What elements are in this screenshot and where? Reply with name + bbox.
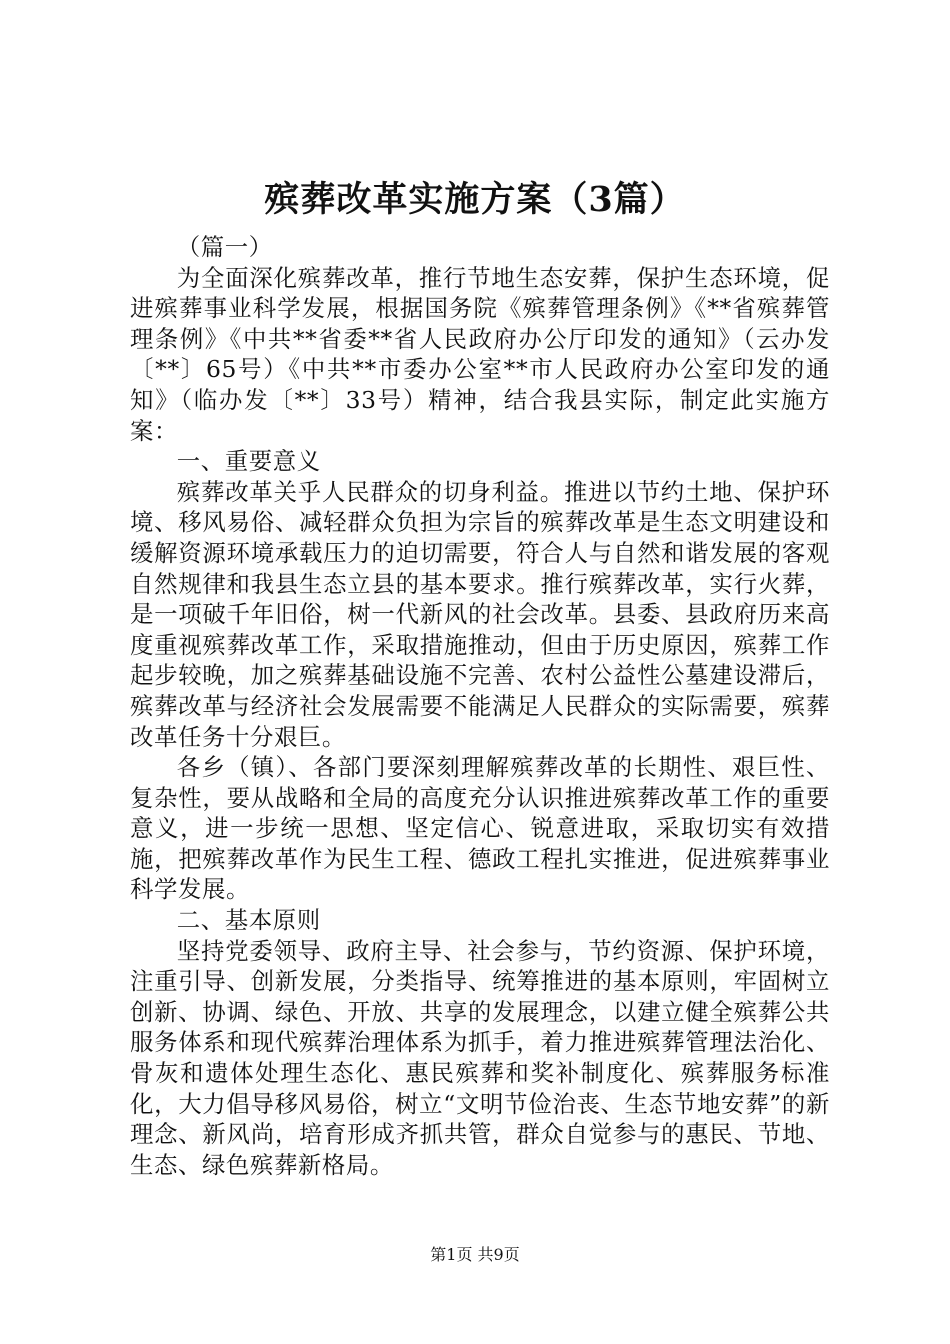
page-number-footer: 第1页 共9页	[430, 1245, 520, 1264]
body-paragraph: 殡葬改革关乎人民群众的切身利益。推进以节约土地、保护环境、移风易俗、减轻群众负担为宗旨的殡葬改革是生态文明建设和缓解资源环境承载压力的迫切需要，符合人与自然和谐发展的客观自然规律和我县生态立县的基本要求。推行殡葬改革，实行火葬，是一项破千年旧俗，树一代新风的社会改革。县委、县政府历来高度重视殡葬改革工作，采取措施推动，但由于历史原因，殡葬工作起步较晚，加之殡葬基础设施不完善、农村公益性公墓建设滞后，殡葬改革与经济社会发展需要不能满足人民群众的实际需要，殡葬改革任务十分艰巨。	[130, 477, 830, 751]
body-paragraph: 坚持党委领导、政府主导、社会参与，节约资源、保护环境，注重引导、创新发展，分类指导、统筹推进的基本原则，牢固树立创新、协调、绿色、开放、共享的发展理念，以建立健全殡葬公共服务体系和现代殡葬治理体系为抓手，着力推进殡葬管理法治化、骨灰和遗体处理生态化、惠民殡葬和奖补制度化、殡葬服务标准化，大力倡导移风易俗，树立“文明节俭治丧、生态节地安葬”的新理念、新风尚，培育形成齐抓共管，群众自觉参与的惠民、节地、生态、绿色殡葬新格局。	[130, 936, 830, 1179]
intro-paragraph: 为全面深化殡葬改革，推行节地生态安葬，保护生态环境，促进殡葬事业科学发展，根据国务院《殡葬管理条例》《**省殡葬管理条例》《中共**省委**省人民政府办公厅印发的通知》（云办发〔**〕65号）《中共**市委办公室**市人民政府办公室印发的通知》（临办发〔**〕33号）精神，结合我县实际，制定此实施方案：	[130, 263, 830, 445]
document-body	[130, 232, 830, 1180]
section-heading: 二、基本原则	[176, 906, 321, 935]
section-heading: 一、重要意义	[176, 447, 321, 476]
document-title: 殡葬改革实施方案（3篇）	[264, 179, 686, 220]
section-label: （篇一）	[176, 233, 273, 261]
body-paragraph: 各乡（镇）、各部门要深刻理解殡葬改革的长期性、艰巨性、复杂性，要从战略和全局的高度充分认识推进殡葬改革工作的重要意义，进一步统一思想、坚定信心、锐意进取，采取切实有效措施，把殡葬改革作为民生工程、德政工程扎实推进，促进殡葬事业科学发展。	[130, 753, 830, 904]
